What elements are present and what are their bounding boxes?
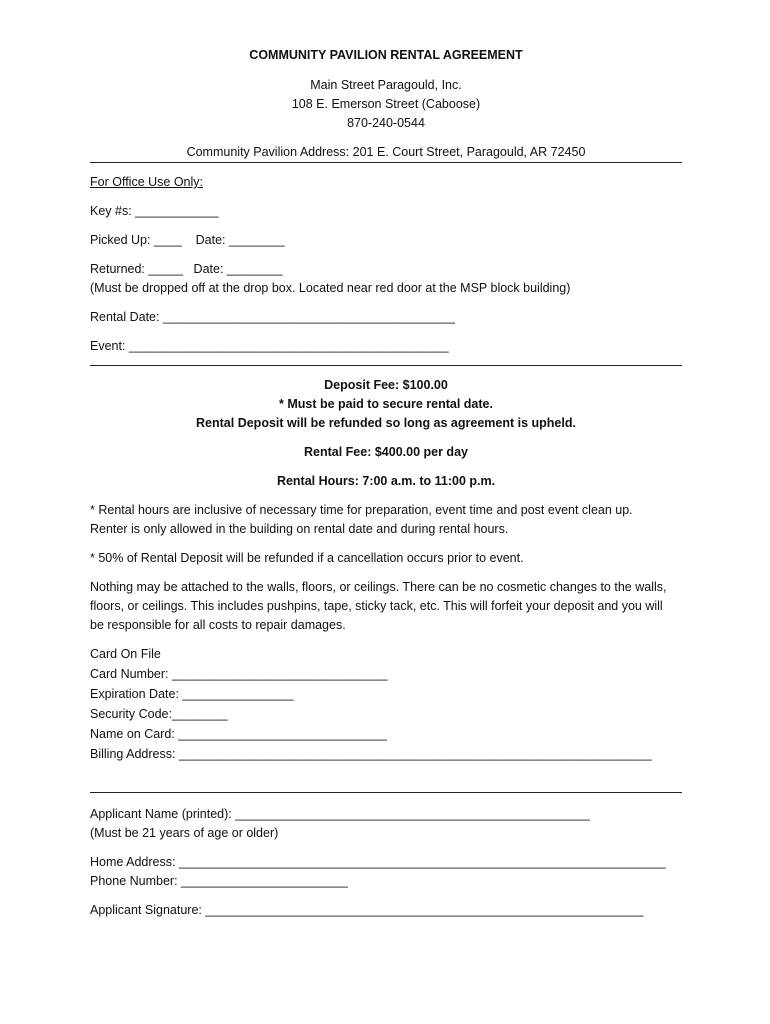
hours-term-line-1: * Rental hours are inclusive of necessary time for preparation, event time and post event clean up.	[90, 503, 633, 517]
org-name: Main Street Paragould, Inc.	[310, 78, 462, 92]
rental-date-field[interactable]: Rental Date: __________________________________________	[90, 310, 455, 324]
dropoff-note: (Must be dropped off at the drop box. Located near red door at the MSP block building)	[90, 281, 571, 295]
divider	[90, 365, 682, 366]
rental-agreement-page	[90, 46, 682, 920]
org-phone: 870-240-0544	[347, 116, 425, 130]
billing-address-field[interactable]: Billing Address: ____________________________________________________________________	[90, 747, 652, 761]
deposit-fee: Deposit Fee: $100.00	[324, 378, 448, 392]
card-on-file-heading: Card On File	[90, 647, 161, 661]
key-numbers-field[interactable]: Key #s: ____________	[90, 204, 219, 218]
rental-hours: Rental Hours: 7:00 a.m. to 11:00 p.m.	[276, 474, 496, 488]
refund-note: Rental Deposit will be refunded so long as agreement is upheld.	[196, 416, 576, 430]
picked-up-field[interactable]: Picked Up: ____ Date: ________	[90, 233, 285, 247]
hours-term-line-2: Renter is only allowed in the building on rental date and during rental hours.	[90, 522, 509, 536]
phone-number-field[interactable]: Phone Number: ________________________	[90, 874, 348, 888]
rental-fee: Rental Fee: $400.00 per day	[304, 445, 468, 459]
attach-term-line-1: Nothing may be attached to the walls, floors, or ceilings. There can be no cosmetic changes to the walls,	[90, 580, 667, 594]
card-number-field[interactable]: Card Number: _______________________________	[90, 667, 388, 681]
office-use-heading: For Office Use Only:	[90, 175, 203, 189]
security-code-field[interactable]: Security Code:________	[90, 707, 228, 721]
attach-term-line-2: floors, or ceilings. This includes pushpins, tape, sticky tack, etc. This will forfeit your deposit and you will	[90, 599, 663, 613]
returned-field[interactable]: Returned: _____ Date: ________	[90, 262, 283, 276]
age-requirement-note: (Must be 21 years of age or older)	[90, 826, 279, 840]
pavilion-address: Community Pavilion Address: 201 E. Court Street, Paragould, AR 72450	[186, 145, 586, 159]
divider	[90, 792, 682, 793]
divider	[90, 162, 682, 163]
applicant-name-field[interactable]: Applicant Name (printed): ___________________________________________________	[90, 807, 590, 821]
event-field[interactable]: Event: ______________________________________________	[90, 339, 449, 353]
cancellation-term: * 50% of Rental Deposit will be refunded if a cancellation occurs prior to event.	[90, 551, 524, 565]
applicant-signature-field[interactable]: Applicant Signature: _______________________________________________________________	[90, 903, 644, 917]
name-on-card-field[interactable]: Name on Card: ______________________________	[90, 727, 387, 741]
expiration-date-field[interactable]: Expiration Date: ________________	[90, 687, 294, 701]
org-street: 108 E. Emerson Street (Caboose)	[291, 97, 481, 111]
deposit-note: * Must be paid to secure rental date.	[279, 397, 493, 411]
home-address-field[interactable]: Home Address: ______________________________________________________________________	[90, 855, 666, 869]
document-title: COMMUNITY PAVILION RENTAL AGREEMENT	[249, 48, 523, 62]
attach-term-line-3: be responsible for all costs to repair damages.	[90, 618, 346, 632]
